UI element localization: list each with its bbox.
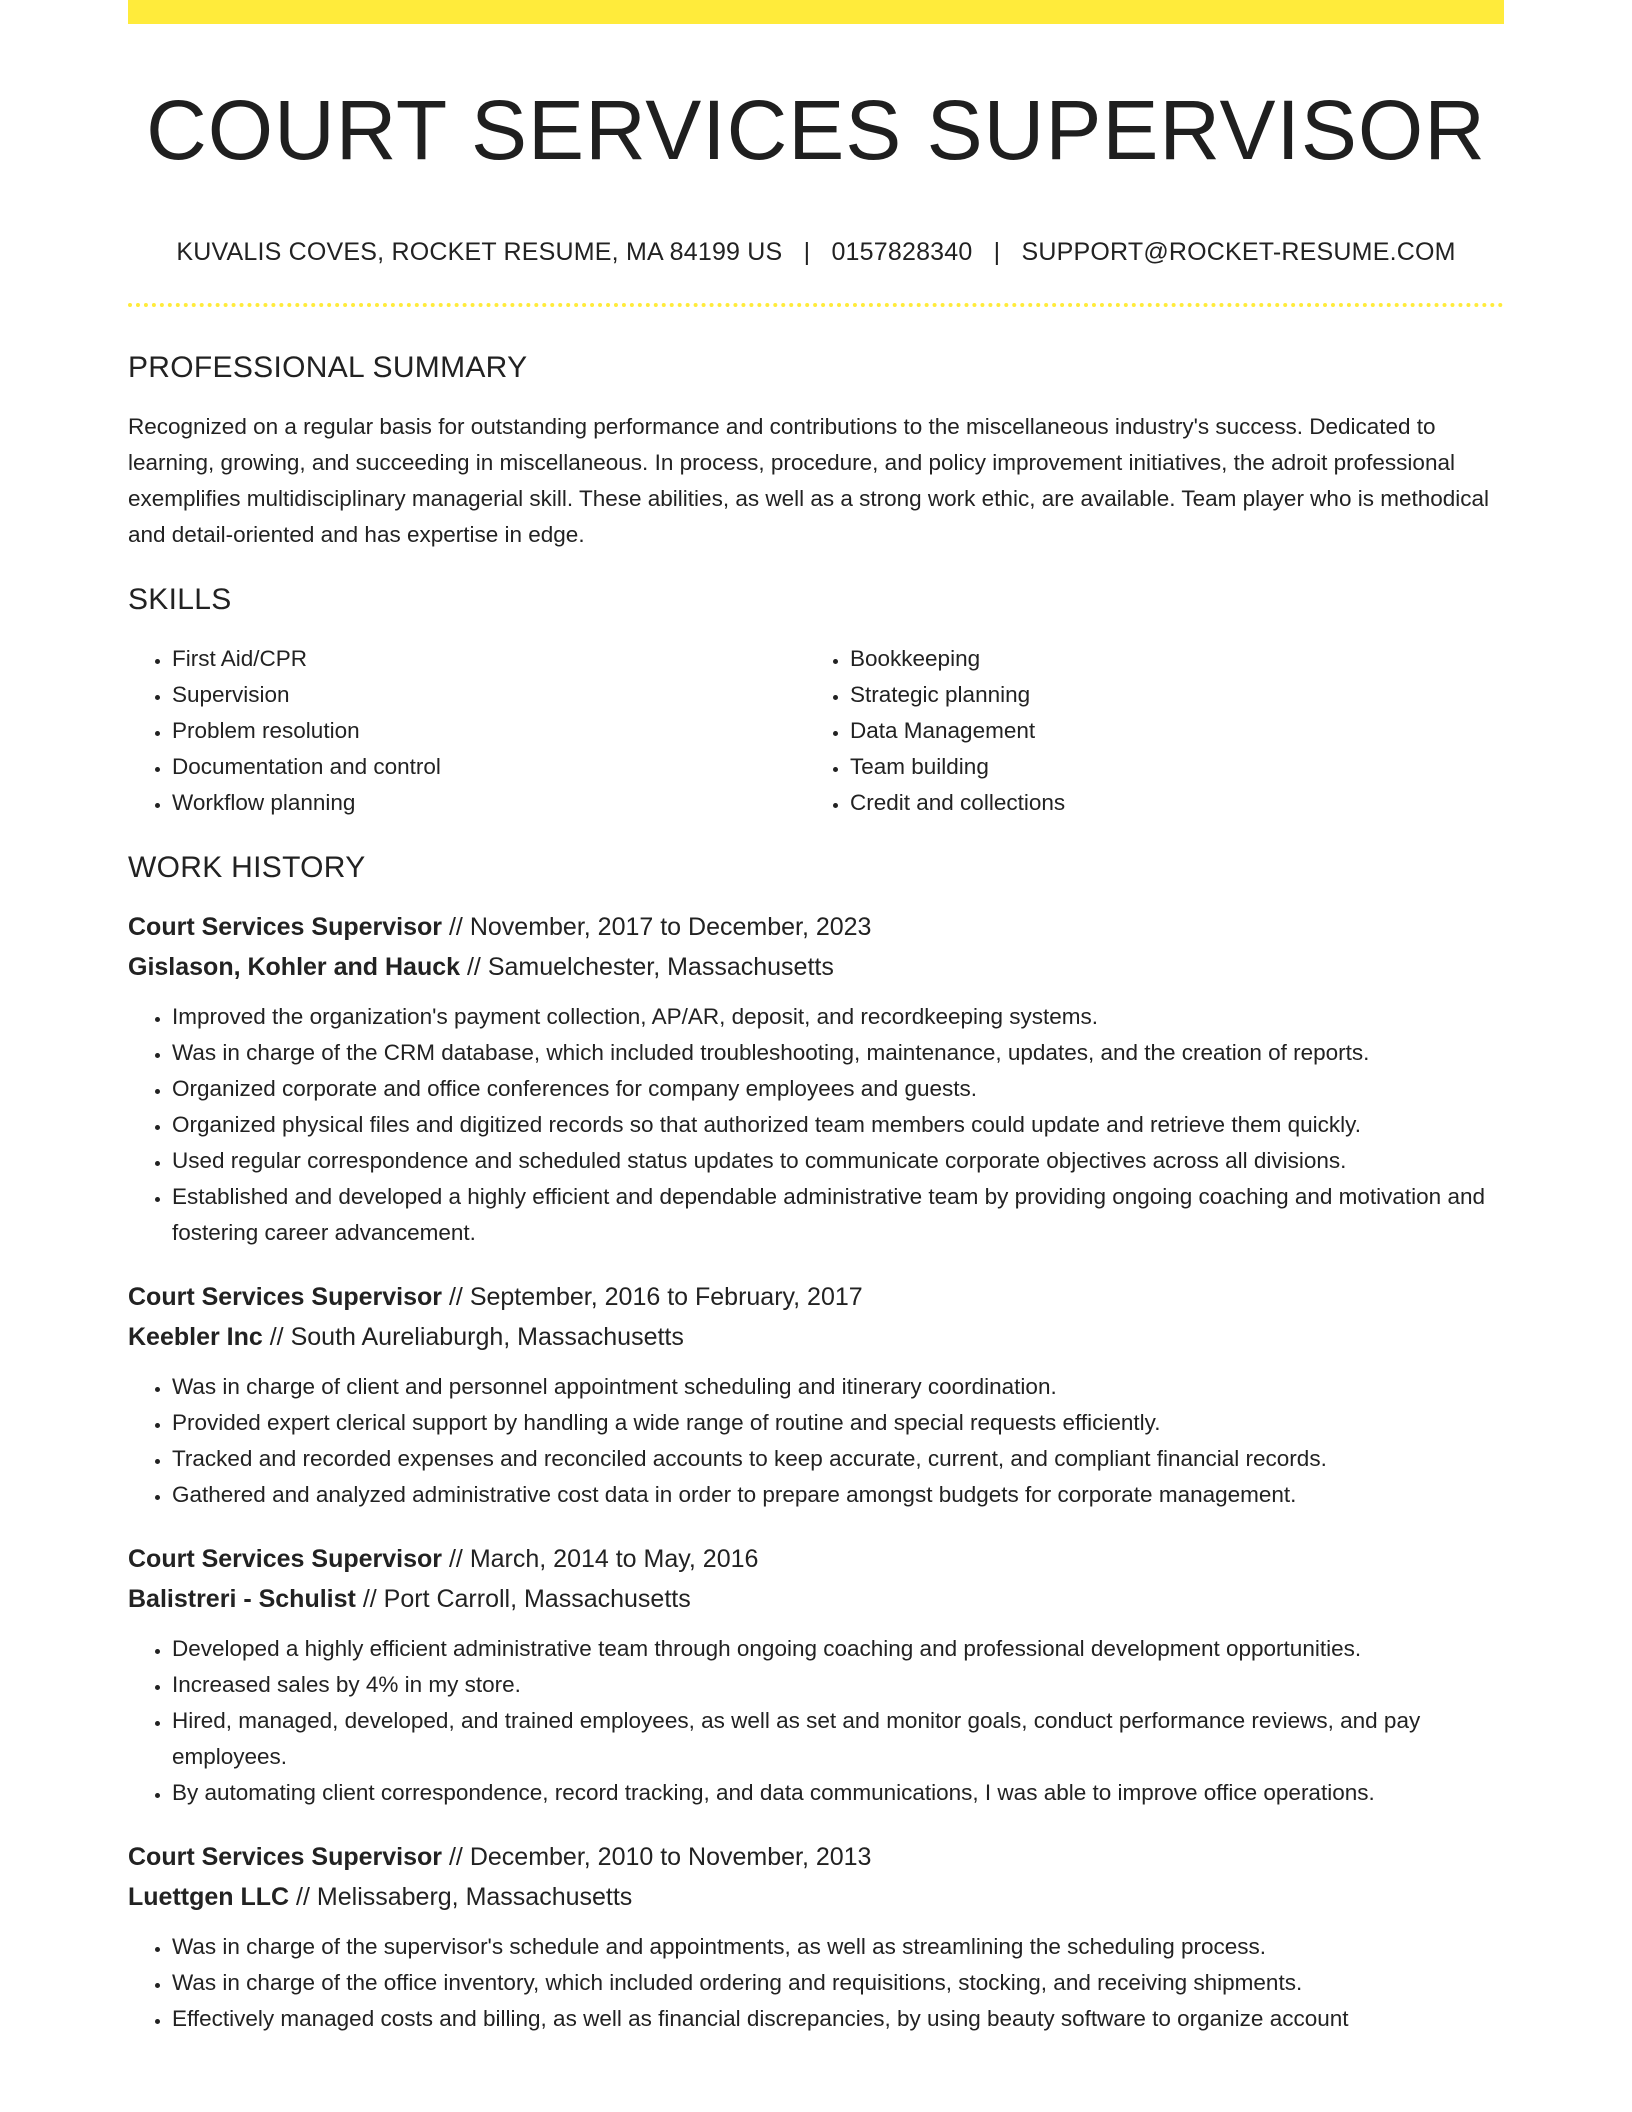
- job-entry: [128, 1837, 1504, 2037]
- contact-email: SUPPORT@ROCKET-RESUME.COM: [1021, 238, 1456, 267]
- skill-item: • Bookkeeping: [850, 641, 1484, 677]
- job-location: South Aureliaburgh, Massachusetts: [290, 1323, 684, 1352]
- job-separator: //: [448, 1283, 463, 1312]
- job-bullet: • Was in charge of client and personnel appointment scheduling and itinerary coordination.: [172, 1369, 1504, 1405]
- job-title: Court Services Supervisor: [128, 1545, 443, 1574]
- work-history-list: [128, 907, 1504, 2037]
- job-company: Balistreri - Schulist: [128, 1585, 356, 1614]
- skill-item: • Strategic planning: [850, 677, 1484, 713]
- job-bullet: • Tracked and recorded expenses and reconciled accounts to keep accurate, current, and compliant financial records.: [172, 1441, 1504, 1477]
- contact-separator: |: [993, 238, 1001, 267]
- job-separator: //: [296, 1883, 310, 1912]
- job-bullet: • Established and developed a highly efficient and dependable administrative team by providing ongoing coaching and motivation and fostering career advancement.: [172, 1179, 1504, 1251]
- skills-column-right: [806, 641, 1484, 821]
- job-bullet: • Organized corporate and office conferences for company employees and guests.: [172, 1071, 1504, 1107]
- job-entry: [128, 1539, 1504, 1811]
- job-bullet: • Was in charge of the supervisor's schedule and appointments, as well as streamlining the scheduling process.: [172, 1929, 1504, 1965]
- job-bullet: • Hired, managed, developed, and trained employees, as well as set and monitor goals, conduct performance reviews, and pay employees.: [172, 1703, 1504, 1775]
- job-separator: //: [362, 1585, 377, 1614]
- contact-phone: 0157828340: [831, 238, 973, 267]
- contact-separator: |: [803, 238, 811, 267]
- job-entry: [128, 907, 1504, 1251]
- dotted-divider: [128, 303, 1504, 307]
- job-company: Gislason, Kohler and Hauck: [128, 953, 461, 982]
- job-bullet: • Effectively managed costs and billing, as well as financial discrepancies, by using beauty software to organize account: [172, 2001, 1504, 2037]
- job-company: Luettgen LLC: [128, 1883, 290, 1912]
- resume-title: COURT SERVICES SUPERVISOR: [146, 83, 1486, 177]
- job-company-line: [128, 1579, 1504, 1619]
- job-bullets: [128, 1631, 1504, 1811]
- skill-item: • Team building: [850, 749, 1484, 785]
- job-location: Melissaberg, Massachusetts: [316, 1883, 633, 1912]
- contact-address: KUVALIS COVES, ROCKET RESUME, MA 84199 US: [176, 238, 783, 267]
- job-separator: //: [448, 913, 463, 942]
- skills-list: [128, 641, 1504, 821]
- resume-page: [128, 0, 1504, 2037]
- job-title-line: [128, 1277, 1504, 1317]
- contact-line: [128, 238, 1504, 267]
- job-separator: //: [448, 1843, 463, 1872]
- job-bullets: [128, 1929, 1504, 2037]
- job-title-line: [128, 1837, 1504, 1877]
- accent-top-bar: [128, 0, 1504, 24]
- job-bullet: • Used regular correspondence and scheduled status updates to communicate corporate objectives across all divisions.: [172, 1143, 1504, 1179]
- job-title: Court Services Supervisor: [128, 1843, 443, 1872]
- job-company-line: [128, 1317, 1504, 1357]
- skill-item: • Problem resolution: [172, 713, 806, 749]
- job-dates: March, 2014 to May, 2016: [469, 1545, 759, 1574]
- job-title-line: [128, 907, 1504, 947]
- job-separator: //: [466, 953, 481, 982]
- job-bullets: [128, 999, 1504, 1251]
- job-entry: [128, 1277, 1504, 1513]
- job-bullet: • Developed a highly efficient administrative team through ongoing coaching and professional development opportunities.: [172, 1631, 1504, 1667]
- skill-item: • Workflow planning: [172, 785, 806, 821]
- skills-column-left: [128, 641, 806, 821]
- skill-item: • Credit and collections: [850, 785, 1484, 821]
- job-dates: September, 2016 to February, 2017: [469, 1283, 863, 1312]
- job-location: Samuelchester, Massachusetts: [487, 953, 834, 982]
- skill-item: • First Aid/CPR: [172, 641, 806, 677]
- job-dates: December, 2010 to November, 2013: [469, 1843, 872, 1872]
- job-title-line: [128, 1539, 1504, 1579]
- job-bullet: • Gathered and analyzed administrative cost data in order to prepare amongst budgets for corporate management.: [172, 1477, 1504, 1513]
- skill-item: • Supervision: [172, 677, 806, 713]
- job-separator: //: [448, 1545, 463, 1574]
- job-company-line: [128, 1877, 1504, 1917]
- job-bullet: • Was in charge of the CRM database, which included troubleshooting, maintenance, updates, and the creation of reports.: [172, 1035, 1504, 1071]
- work-history-heading: WORK HISTORY: [128, 851, 366, 885]
- summary-text: Recognized on a regular basis for outstanding performance and contributions to the miscellaneous industry's success. Dedicated to learning, growing, and succeeding in miscellaneous. In process, procedure, and policy improvement initiatives, the adroit professional exemplifies multidisciplinary managerial skill. These abilities, as well as a strong work ethic, are available. Team player who is methodical and detail-oriented and has expertise in edge.: [128, 414, 1490, 548]
- job-bullet: • Provided expert clerical support by handling a wide range of routine and special requests efficiently.: [172, 1405, 1504, 1441]
- job-bullets: [128, 1369, 1504, 1513]
- job-bullet: • Increased sales by 4% in my store.: [172, 1667, 1504, 1703]
- skills-heading: SKILLS: [128, 583, 232, 617]
- job-company-line: [128, 947, 1504, 987]
- job-title: Court Services Supervisor: [128, 1283, 443, 1312]
- job-dates: November, 2017 to December, 2023: [469, 913, 872, 942]
- skill-item: • Documentation and control: [172, 749, 806, 785]
- job-bullet: • Was in charge of the office inventory, which included ordering and requisitions, stocking, and receiving shipments.: [172, 1965, 1504, 2001]
- job-bullet: • By automating client correspondence, record tracking, and data communications, I was able to improve office operations.: [172, 1775, 1504, 1811]
- skill-item: • Data Management: [850, 713, 1484, 749]
- job-bullet: • Improved the organization's payment collection, AP/AR, deposit, and recordkeeping systems.: [172, 999, 1504, 1035]
- job-title: Court Services Supervisor: [128, 913, 443, 942]
- job-bullet: • Organized physical files and digitized records so that authorized team members could update and retrieve them quickly.: [172, 1107, 1504, 1143]
- job-location: Port Carroll, Massachusetts: [383, 1585, 691, 1614]
- job-company: Keebler Inc: [128, 1323, 263, 1352]
- job-separator: //: [269, 1323, 284, 1352]
- summary-heading: PROFESSIONAL SUMMARY: [128, 351, 528, 385]
